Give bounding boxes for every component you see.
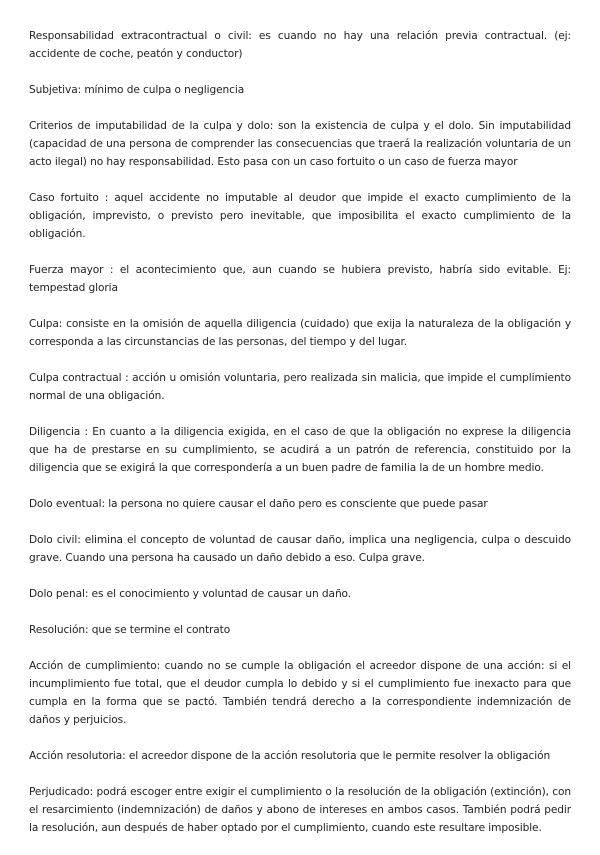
paragraph-accion-cumplimiento: Acción de cumplimiento: cuando no se cumple la obligación el acreedor dispone de una acción: si el incumplimiento fue total, que el deudor cumpla lo debido y si el cumplimiento fue inexacto para que cumpla en la forma que se pactó. También tendrá derecho a la correspondiente indemnización de daños y perjuicios. bbox=[29, 660, 571, 726]
paragraph-dolo-penal: Dolo penal: es el conocimiento y voluntad de causar un daño. bbox=[29, 588, 352, 600]
paragraph-dolo-eventual: Dolo eventual: la persona no quiere causar el daño pero es consciente que puede pasar bbox=[29, 498, 488, 510]
paragraph-culpa: Culpa: consiste en la omisión de aquella diligencia (cuidado) que exija la naturaleza de la obligación y corresponda a las circunstancias de las personas, del tiempo y del lugar. bbox=[29, 318, 571, 348]
paragraph-dolo-civil: Dolo civil: elimina el concepto de voluntad de causar daño, implica una negligencia, culpa o descuido grave. Cuando una persona ha causado un daño debido a eso. Culpa grave. bbox=[29, 534, 571, 564]
paragraph-criterios-imputabilidad: Criterios de imputabilidad de la culpa y dolo: son la existencia de culpa y el dolo. Sin imputabilidad (capacidad de una persona de comprender las consecuencias que traerá la realización voluntaria de un acto ilegal) no hay responsabilidad. Esto pasa con un caso fortuito o un caso de fuerza mayor bbox=[29, 120, 571, 168]
paragraph-accion-resolutoria: Acción resolutoria: el acreedor dispone de la acción resolutoria que le permite resolver la obligación bbox=[29, 750, 551, 762]
paragraph-culpa-contractual: Culpa contractual : acción u omisión voluntaria, pero realizada sin malicia, que impide el cumplimiento normal de una obligación. bbox=[29, 372, 571, 402]
paragraph-fuerza-mayor: Fuerza mayor : el acontecimiento que, aun cuando se hubiera previsto, habría sido evitable. Ej: tempestad gloria bbox=[29, 264, 571, 294]
paragraph-diligencia: Diligencia : En cuanto a la diligencia exigida, en el caso de que la obligación no exprese la diligencia que ha de prestarse en su cumplimiento, se acudirá a un patrón de referencia, constituido por la diligencia que se exigirá la que correspondería a un buen padre de familia la de un hombre medio. bbox=[29, 426, 571, 474]
paragraph-perjudicado: Perjudicado: podrá escoger entre exigir el cumplimiento o la resolución de la obligación (extinción), con el resarcimiento (indemnización) de daños y abono de intereses en ambos casos. También podrá pedir la resolución, aun después de haber optado por el cumplimiento, cuando este resultare imposible. bbox=[29, 786, 571, 834]
paragraph-responsabilidad-extracontractual: Responsabilidad extracontractual o civil: es cuando no hay una relación previa contractual. (ej: accidente de coche, peatón y conductor) bbox=[29, 30, 571, 60]
document-page bbox=[29, 27, 571, 855]
paragraph-subjetiva: Subjetiva: mínimo de culpa o negligencia bbox=[29, 84, 245, 96]
paragraph-caso-fortuito: Caso fortuito : aquel accidente no imputable al deudor que impide el exacto cumplimiento de la obligación, imprevisto, o previsto pero inevitable, que imposibilita el exacto cumplimiento de la obligación. bbox=[29, 192, 571, 240]
paragraph-resolucion: Resolución: que se termine el contrato bbox=[29, 624, 231, 636]
